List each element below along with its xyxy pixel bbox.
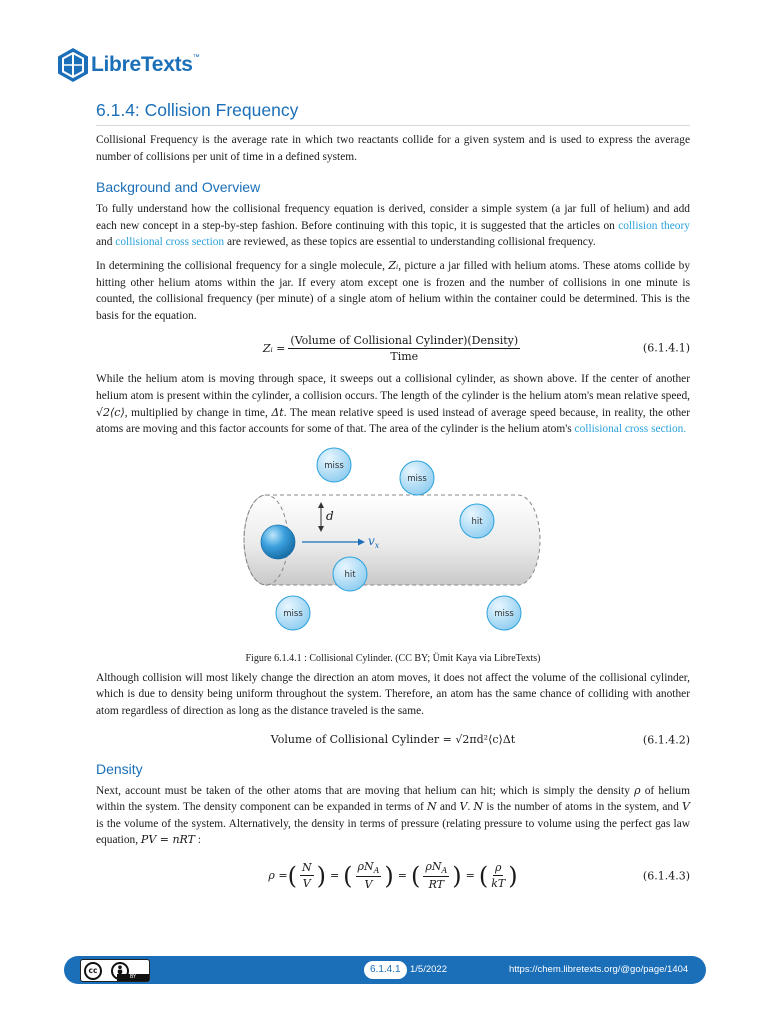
label-miss: miss (324, 460, 344, 471)
libretexts-logo[interactable] (56, 46, 200, 84)
paren-open: ( (287, 861, 297, 890)
math-symbol: PV = nRT (140, 833, 195, 847)
fraction-numerator: (Volume of Collisional Cylinder)(Density) (290, 333, 519, 347)
text-span: . The mean relative speed is used instead of average speed because, in reality, the other atoms are moving and this factor accounts for some of that. The area of the cylinder is the helium atom's (96, 406, 690, 436)
collisional-cylinder-diagram (96, 445, 690, 651)
fraction-numerator (423, 860, 449, 877)
background-paragraph-3 (96, 371, 690, 437)
background-paragraph-1 (96, 201, 690, 251)
paren-open: ( (411, 861, 421, 890)
paren-open: ( (343, 861, 353, 890)
equation-number: (6.1.4.2) (642, 733, 690, 746)
text-span: While the helium atom is moving through space, it sweeps out a collisional cylinder, as shown above. If the center of another helium atom is present within the cylinder, a collision occurs. The length of the cylinder is the helium atom's mean relative speed, (96, 373, 690, 402)
math-symbol: ρ (634, 783, 641, 797)
link-collision-theory[interactable]: collision theory (618, 219, 690, 232)
fraction (491, 861, 505, 890)
collisional-cylinder-figure (96, 445, 690, 651)
text-span: Next, account must be taken of the other atoms that are moving that helium can hit; which is simply the density (96, 784, 635, 797)
text-span: , multiplied by change in time, (124, 406, 272, 419)
density-paragraph (96, 783, 690, 849)
fraction-denominator: Time (390, 349, 419, 363)
numerator-text: ρN (357, 860, 374, 874)
figure-caption: Figure 6.1.4.1 : Collisional Cylinder. (CC BY; Ümit Kaya via LibreTexts) (245, 652, 541, 664)
equation-6-1-4-2 (96, 727, 690, 753)
page-content (96, 100, 690, 902)
page-number-badge: 6.1.4.1 (364, 961, 407, 979)
trademark: ™ (192, 54, 200, 61)
label-hit: hit (344, 569, 356, 580)
page-title: 6.1.4: Collision Frequency (96, 100, 690, 126)
velocity-subscript: x (374, 540, 380, 550)
libretexts-logo-icon (56, 46, 90, 84)
brand-name: LibreTexts (91, 53, 193, 76)
fraction-numerator (356, 860, 382, 877)
numerator-subscript: A (373, 866, 380, 876)
label-hit: hit (471, 516, 483, 527)
fraction-denominator: RT (428, 878, 445, 892)
equals-sign: = (329, 869, 340, 883)
math-symbol: Δt (271, 405, 284, 419)
text-span: and (436, 801, 460, 814)
cc-by-label: BY (117, 974, 149, 981)
equation-lhs: ρ = (268, 869, 288, 883)
intro-paragraph: Collisional Frequency is the average rate in which two reactants collide for a given system and is used to express the average number of collisions per unit of time in a defined system. (96, 134, 690, 163)
math-symbol: N (473, 800, 484, 814)
moving-atom (261, 525, 295, 559)
text-span: of helium within the system. The density component can be expanded in terms of (96, 784, 690, 814)
label-miss: miss (494, 608, 514, 619)
link-collisional-cross-section[interactable]: collisional cross section (115, 236, 225, 249)
text-span: . (467, 801, 474, 814)
equals-sign: = (397, 869, 407, 883)
fraction-numerator: ρ (494, 861, 502, 875)
text-span: In determining the collisional frequency for a single molecule, (96, 259, 389, 272)
numerator-subscript: A (441, 866, 448, 876)
fraction (423, 860, 449, 891)
paren-close: ) (384, 861, 394, 890)
page-footer (64, 956, 706, 984)
cc-license-badge[interactable] (80, 959, 150, 982)
text-span: is the volume of the system. Alternatively, the density in terms of pressure (relating pressure to volume using the perfect gas law equation, (96, 817, 690, 847)
text-span: is the number of atoms in the system, and (483, 801, 683, 814)
equation-6-1-4-1 (96, 331, 690, 365)
math-symbol: N (426, 800, 437, 814)
paren-open: ( (478, 861, 489, 890)
text-span: : (195, 834, 202, 847)
footer-date: 1/5/2022 (410, 964, 447, 975)
math-symbol: √2⟨c⟩ (96, 405, 125, 419)
text-span: are reviewed, as these topics are essential to understanding collisional frequency. (224, 236, 596, 249)
equation-6-1-4-3 (96, 856, 690, 896)
fraction (356, 860, 382, 891)
cc-icon: cc (84, 962, 102, 980)
diameter-label: d (326, 508, 334, 523)
math-symbol: V (682, 800, 690, 814)
fraction-denominator: kT (491, 877, 506, 891)
label-miss: miss (407, 473, 427, 484)
velocity-symbol: v (368, 533, 375, 548)
equals-sign: = (465, 869, 475, 883)
section-heading-background: Background and Overview (96, 179, 261, 196)
footer-url-link[interactable]: https://chem.libretexts.org/@go/page/1404 (509, 964, 689, 975)
equation-number: (6.1.4.1) (642, 341, 690, 355)
text-span: , picture a jar filled with helium atoms. These atoms collide by hitting other helium atoms within the jar. If every atom except one is frozen and the number of collisions in one minute is counted, the collisional frequency (per minute) of a single atom of helium within the container could be determined. This is the basis for the equation. (96, 259, 691, 322)
section-heading-density: Density (96, 760, 143, 777)
paren-close: ) (316, 861, 326, 890)
paren-close: ) (508, 861, 518, 890)
numerator-text: ρN (425, 860, 442, 874)
link-collisional-cross-section-2[interactable]: collisional cross section. (574, 423, 687, 436)
background-paragraph-2 (96, 258, 690, 324)
fraction-denominator: V (364, 878, 373, 892)
fraction-denominator: V (302, 877, 311, 891)
text-span: To fully understand how the collisional frequency equation is derived, consider a simple system (a jar full of helium) and add each new concept in a step-by-step fashion. Before continuing with this topic, it is suggested that the articles on (96, 203, 690, 232)
label-miss: miss (283, 608, 303, 619)
math-symbol: Zᵢ (388, 258, 399, 272)
math-symbol: V (459, 800, 468, 814)
equation-fraction (288, 334, 520, 363)
equation-lhs: Zᵢ = (262, 341, 286, 355)
fraction-numerator: N (301, 861, 312, 875)
fraction (300, 861, 314, 890)
text-span: and (96, 236, 116, 249)
background-paragraph-4: Although collision will most likely change the direction an atom moves, it does not affect the volume of the collisional cylinder, which is due to density being uniform throughout the system. Therefore, an atom has the same chance of colliding with another atom regardless of direction as long as the distance traveled is the same. (96, 671, 690, 717)
equation-number: (6.1.4.3) (642, 869, 690, 883)
paren-close: ) (452, 861, 462, 890)
equation-body: Volume of Collisional Cylinder = √2πd²⟨c⟩Δt (270, 733, 516, 746)
